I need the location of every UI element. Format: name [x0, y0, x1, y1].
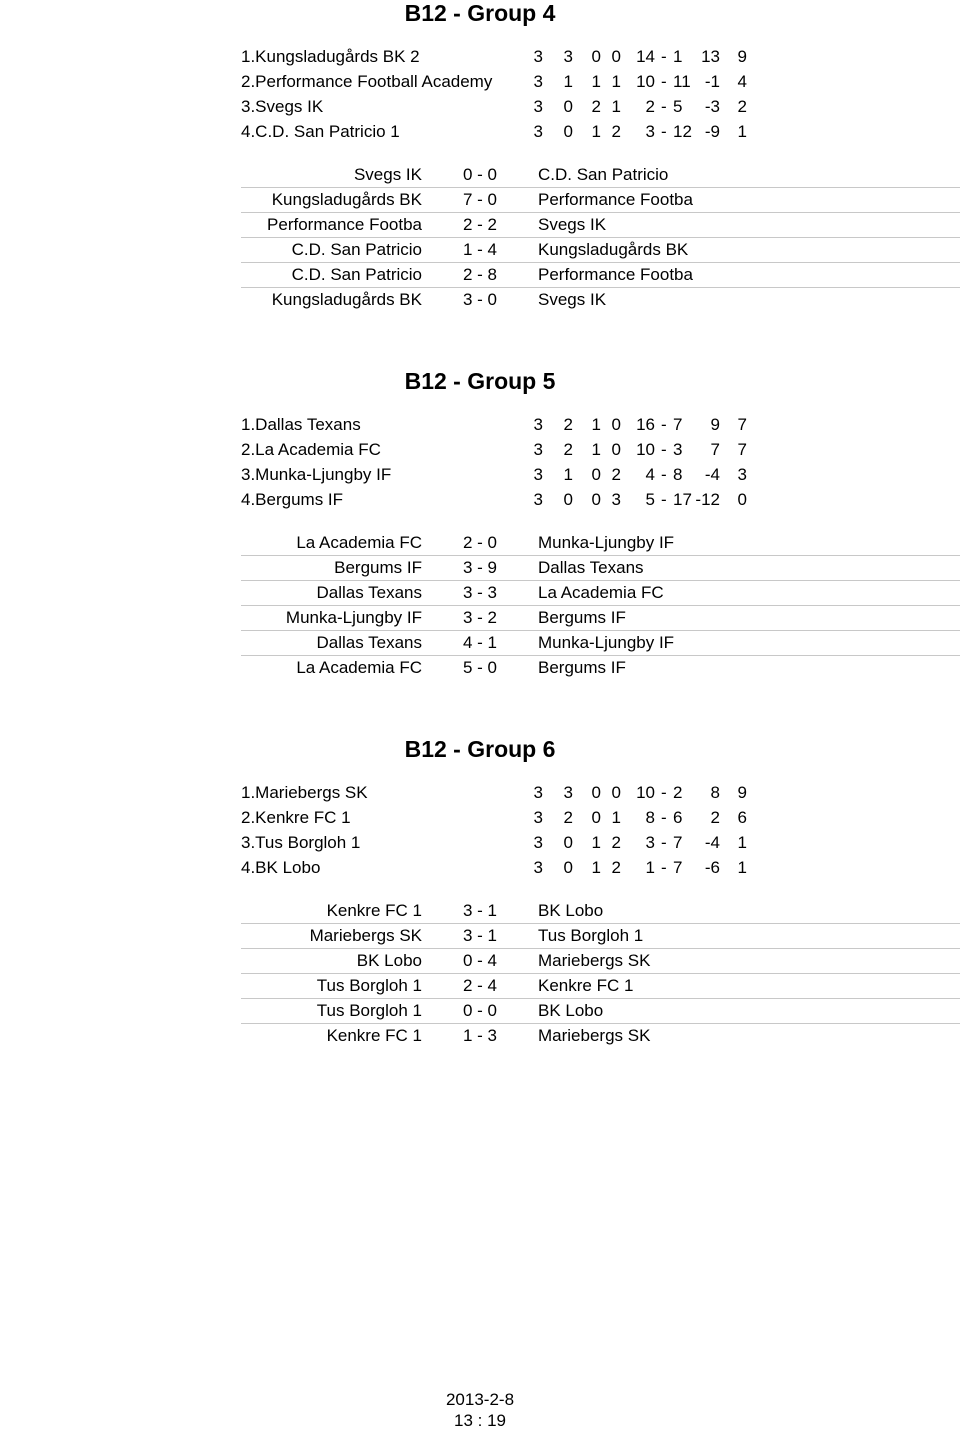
print-time: 13 : 19	[454, 1411, 506, 1430]
losses-cell: 1	[611, 808, 621, 827]
home-team: Dallas Texans	[316, 583, 422, 602]
standings-table	[0, 780, 960, 880]
team-name: 2.La Academia FC	[241, 440, 381, 459]
goal-diff-cell: -3	[704, 97, 720, 116]
away-team: Bergums IF	[538, 608, 626, 627]
goals-against-cell: 1	[673, 47, 683, 66]
goals-separator: -	[661, 490, 667, 509]
draws-cell: 0	[591, 47, 601, 66]
standings-row	[0, 119, 960, 144]
match-results	[0, 530, 960, 680]
goals-separator: -	[661, 783, 667, 802]
away-team: Performance Footba	[538, 265, 693, 284]
match-score: 3 - 0	[463, 290, 498, 309]
played-cell: 3	[533, 783, 543, 802]
losses-cell: 1	[611, 97, 621, 116]
away-team: Performance Footba	[538, 190, 693, 209]
wins-cell: 2	[563, 440, 573, 459]
match-row	[0, 973, 960, 998]
match-row	[0, 1023, 960, 1048]
draws-cell: 1	[591, 122, 601, 141]
home-team: BK Lobo	[356, 951, 422, 970]
group-title: B12 - Group 5	[404, 368, 556, 394]
away-team: Munka-Ljungby IF	[538, 633, 675, 652]
match-score: 1 - 4	[463, 240, 498, 259]
goals-separator: -	[661, 122, 667, 141]
points-cell: 0	[737, 490, 747, 509]
team-name: 3.Svegs IK	[241, 97, 324, 116]
played-cell: 3	[533, 465, 543, 484]
losses-cell: 1	[611, 72, 621, 91]
match-score: 7 - 0	[463, 190, 498, 209]
match-row	[0, 605, 960, 630]
standings-row	[0, 487, 960, 512]
group-title: B12 - Group 4	[404, 0, 556, 26]
played-cell: 3	[533, 808, 543, 827]
away-team: Svegs IK	[538, 215, 607, 234]
wins-cell: 3	[563, 47, 573, 66]
wins-cell: 1	[563, 465, 573, 484]
match-score: 2 - 0	[463, 533, 498, 552]
standings-row	[0, 830, 960, 855]
home-team: Munka-Ljungby IF	[285, 608, 422, 627]
standings-row	[0, 805, 960, 830]
home-team: C.D. San Patricio	[291, 265, 422, 284]
points-cell: 9	[737, 47, 747, 66]
home-team: Dallas Texans	[316, 633, 422, 652]
draws-cell: 0	[591, 465, 601, 484]
goals-against-cell: 17	[673, 490, 692, 509]
match-score: 3 - 2	[463, 608, 498, 627]
away-team: Bergums IF	[538, 658, 626, 677]
goals-against-cell: 12	[673, 122, 692, 141]
standings-row	[0, 462, 960, 487]
home-team: Kungsladugårds BK	[271, 290, 422, 309]
home-team: La Academia FC	[296, 658, 422, 677]
goal-diff-cell: -1	[704, 72, 720, 91]
goals-against-cell: 5	[673, 97, 683, 116]
points-cell: 6	[737, 808, 747, 827]
match-row	[0, 998, 960, 1023]
goals-against-cell: 6	[673, 808, 683, 827]
home-team: Kungsladugårds BK	[271, 190, 422, 209]
match-score: 3 - 9	[463, 558, 498, 577]
points-cell: 7	[737, 440, 747, 459]
wins-cell: 1	[563, 72, 573, 91]
match-row	[0, 212, 960, 237]
team-name: 4.C.D. San Patricio 1	[241, 122, 400, 141]
group-title: B12 - Group 6	[404, 736, 556, 762]
home-team: Svegs IK	[353, 165, 422, 184]
points-cell: 1	[737, 858, 747, 877]
draws-cell: 1	[591, 72, 601, 91]
standings-row	[0, 780, 960, 805]
draws-cell: 2	[591, 97, 601, 116]
goals-for-cell: 10	[636, 440, 655, 459]
goals-for-cell: 2	[645, 97, 655, 116]
team-name: 3.Tus Borgloh 1	[241, 833, 361, 852]
losses-cell: 3	[611, 490, 621, 509]
goal-diff-cell: 13	[701, 47, 720, 66]
away-team: Munka-Ljungby IF	[538, 533, 675, 552]
goals-against-cell: 2	[673, 783, 683, 802]
wins-cell: 0	[563, 858, 573, 877]
wins-cell: 0	[563, 833, 573, 852]
wins-cell: 2	[563, 415, 573, 434]
goals-separator: -	[661, 440, 667, 459]
points-cell: 9	[737, 783, 747, 802]
match-score: 2 - 4	[463, 976, 498, 995]
match-score: 3 - 3	[463, 583, 498, 602]
standings-row	[0, 412, 960, 437]
wins-cell: 2	[563, 808, 573, 827]
match-score: 4 - 1	[463, 633, 498, 652]
goals-against-cell: 7	[673, 415, 683, 434]
draws-cell: 0	[591, 490, 601, 509]
goals-against-cell: 11	[673, 72, 691, 91]
goals-separator: -	[661, 808, 667, 827]
goals-for-cell: 1	[645, 858, 655, 877]
print-date: 2013-2-8	[445, 1390, 515, 1409]
wins-cell: 0	[563, 490, 573, 509]
points-cell: 1	[737, 833, 747, 852]
goals-separator: -	[661, 47, 667, 66]
home-team: Kenkre FC 1	[326, 901, 422, 920]
points-cell: 1	[737, 122, 747, 141]
match-score: 1 - 3	[463, 1026, 498, 1045]
points-cell: 2	[737, 97, 747, 116]
goals-for-cell: 16	[636, 415, 655, 434]
match-row	[0, 555, 960, 580]
draws-cell: 0	[591, 808, 601, 827]
match-row	[0, 162, 960, 187]
match-row	[0, 655, 960, 680]
team-name: 4.Bergums IF	[241, 490, 344, 509]
losses-cell: 2	[611, 833, 621, 852]
draws-cell: 0	[591, 783, 601, 802]
away-team: Kenkre FC 1	[538, 976, 634, 995]
match-score: 2 - 8	[463, 265, 498, 284]
goals-separator: -	[661, 833, 667, 852]
standings-row	[0, 69, 960, 94]
match-results	[0, 898, 960, 1048]
goals-against-cell: 3	[673, 440, 683, 459]
match-score: 0 - 0	[463, 165, 498, 184]
print-footer	[0, 1389, 960, 1431]
match-row	[0, 287, 960, 312]
goals-for-cell: 8	[645, 808, 655, 827]
standings-table	[0, 44, 960, 144]
team-name: 1.Kungsladugårds BK 2	[241, 47, 420, 66]
home-team: Bergums IF	[334, 558, 422, 577]
played-cell: 3	[533, 833, 543, 852]
goals-against-cell: 8	[673, 465, 683, 484]
losses-cell: 0	[611, 440, 621, 459]
goal-diff-cell: -9	[704, 122, 720, 141]
goal-diff-cell: -4	[704, 833, 720, 852]
away-team: Kungsladugårds BK	[538, 240, 689, 259]
goal-diff-cell: -4	[704, 465, 720, 484]
played-cell: 3	[533, 415, 543, 434]
match-row	[0, 898, 960, 923]
away-team: BK Lobo	[538, 901, 604, 920]
losses-cell: 0	[611, 783, 621, 802]
standings-row	[0, 437, 960, 462]
goals-for-cell: 3	[645, 122, 655, 141]
losses-cell: 0	[611, 415, 621, 434]
goals-for-cell: 5	[645, 490, 655, 509]
home-team: Mariebergs SK	[309, 926, 422, 945]
match-row	[0, 630, 960, 655]
match-row	[0, 530, 960, 555]
standings-row	[0, 44, 960, 69]
goals-for-cell: 10	[636, 72, 655, 91]
match-score: 2 - 2	[463, 215, 498, 234]
goal-diff-cell: 7	[710, 440, 720, 459]
goals-for-cell: 14	[636, 47, 655, 66]
away-team: La Academia FC	[538, 583, 664, 602]
draws-cell: 1	[591, 440, 601, 459]
standings-row	[0, 855, 960, 880]
draws-cell: 1	[591, 415, 601, 434]
goal-diff-cell: -6	[704, 858, 720, 877]
goals-separator: -	[661, 97, 667, 116]
home-team: C.D. San Patricio	[291, 240, 422, 259]
goals-separator: -	[661, 72, 667, 91]
away-team: Mariebergs SK	[538, 1026, 651, 1045]
losses-cell: 2	[611, 858, 621, 877]
draws-cell: 1	[591, 833, 601, 852]
away-team: Svegs IK	[538, 290, 607, 309]
goals-for-cell: 10	[636, 783, 655, 802]
away-team: Mariebergs SK	[538, 951, 651, 970]
goal-diff-cell: -12	[695, 490, 720, 509]
points-cell: 7	[737, 415, 747, 434]
points-cell: 3	[737, 465, 747, 484]
goals-separator: -	[661, 415, 667, 434]
played-cell: 3	[533, 490, 543, 509]
match-score: 3 - 1	[463, 901, 498, 920]
team-name: 2.Kenkre FC 1	[241, 808, 351, 827]
home-team: Tus Borgloh 1	[316, 1001, 422, 1020]
played-cell: 3	[533, 72, 543, 91]
goals-for-cell: 4	[645, 465, 655, 484]
team-name: 4.BK Lobo	[241, 858, 321, 877]
goal-diff-cell: 9	[710, 415, 720, 434]
match-score: 0 - 4	[463, 951, 498, 970]
match-row	[0, 948, 960, 973]
points-cell: 4	[737, 72, 747, 91]
wins-cell: 0	[563, 122, 573, 141]
away-team: BK Lobo	[538, 1001, 604, 1020]
match-row	[0, 580, 960, 605]
team-name: 3.Munka-Ljungby IF	[241, 465, 392, 484]
played-cell: 3	[533, 122, 543, 141]
match-row	[0, 262, 960, 287]
goals-for-cell: 3	[645, 833, 655, 852]
wins-cell: 0	[563, 97, 573, 116]
goals-against-cell: 7	[673, 858, 683, 877]
draws-cell: 1	[591, 858, 601, 877]
away-team: C.D. San Patricio	[538, 165, 669, 184]
team-name: 1.Mariebergs SK	[241, 783, 368, 802]
goal-diff-cell: 8	[710, 783, 720, 802]
match-score: 5 - 0	[463, 658, 498, 677]
match-row	[0, 237, 960, 262]
match-row	[0, 923, 960, 948]
match-results	[0, 162, 960, 312]
home-team: Tus Borgloh 1	[316, 976, 422, 995]
losses-cell: 2	[611, 465, 621, 484]
away-team: Dallas Texans	[538, 558, 644, 577]
goals-against-cell: 7	[673, 833, 683, 852]
away-team: Tus Borgloh 1	[538, 926, 644, 945]
played-cell: 3	[533, 97, 543, 116]
home-team: Kenkre FC 1	[326, 1026, 422, 1045]
standings-table	[0, 412, 960, 512]
played-cell: 3	[533, 440, 543, 459]
home-team: Performance Footba	[267, 215, 422, 234]
goals-separator: -	[661, 858, 667, 877]
goal-diff-cell: 2	[710, 808, 720, 827]
match-score: 3 - 1	[463, 926, 498, 945]
played-cell: 3	[533, 858, 543, 877]
team-name: 1.Dallas Texans	[241, 415, 361, 434]
standings-row	[0, 94, 960, 119]
team-name: 2.Performance Football Academy	[241, 72, 493, 91]
wins-cell: 3	[563, 783, 573, 802]
losses-cell: 2	[611, 122, 621, 141]
match-row	[0, 187, 960, 212]
losses-cell: 0	[611, 47, 621, 66]
home-team: La Academia FC	[296, 533, 422, 552]
match-score: 0 - 0	[463, 1001, 498, 1020]
played-cell: 3	[533, 47, 543, 66]
goals-separator: -	[661, 465, 667, 484]
